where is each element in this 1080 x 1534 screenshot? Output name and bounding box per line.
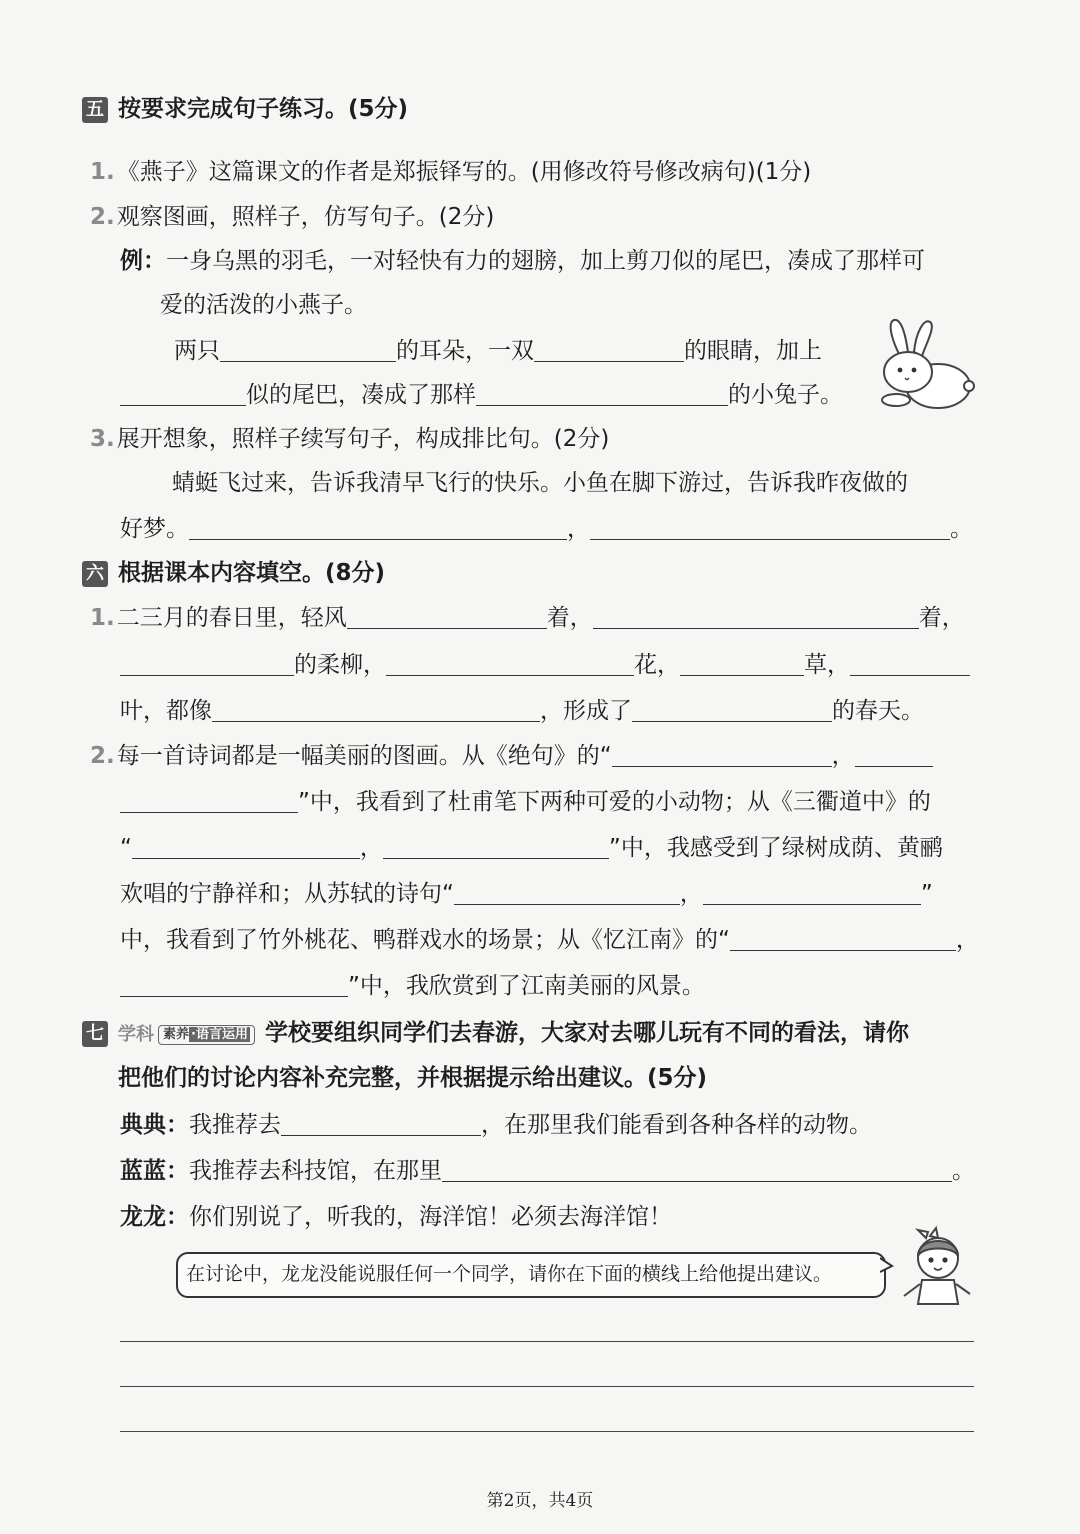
- fill-text: 每一首诗词都是一幅美丽的图画。从《绝句》的“: [116, 743, 612, 769]
- dialog-text: 你们别说了，听我的，海洋馆！必须去海洋馆！: [189, 1204, 672, 1230]
- fill-text: 两只: [174, 338, 220, 364]
- section-badge: 五: [82, 97, 108, 123]
- hint-speech-bubble: [176, 1252, 886, 1298]
- q5-3-line2: [120, 514, 973, 544]
- fill-text: 的小兔子。: [728, 382, 843, 408]
- fill-text: 欢唱的宁静祥和；从苏轼的诗句“: [120, 881, 454, 907]
- dialog-text: ，在那里我们能看到各种各样的动物。: [481, 1112, 872, 1138]
- literacy-tag: [158, 1025, 255, 1045]
- answer-line[interactable]: [120, 1431, 974, 1432]
- punctuation: “: [120, 835, 132, 861]
- section-title: 按要求完成句子练习。(5分): [118, 96, 409, 122]
- speaker-label: 蓝蓝：: [120, 1158, 189, 1184]
- answer-blank[interactable]: [730, 926, 956, 951]
- section-badge: 七: [82, 1021, 108, 1047]
- punctuation: ，: [359, 835, 383, 861]
- speaker-label: 龙龙：: [120, 1204, 189, 1230]
- q5-2-fill-line1: [174, 336, 822, 366]
- answer-blank[interactable]: [593, 604, 919, 629]
- q5-1: [90, 157, 811, 187]
- fill-text: 似的尾巴，凑成了那样: [246, 382, 476, 408]
- answer-blank[interactable]: [590, 515, 950, 540]
- answer-blank[interactable]: [534, 337, 684, 362]
- q6-2-line1: [90, 741, 933, 771]
- answer-blank[interactable]: [347, 604, 547, 629]
- q6-2-line2: [120, 787, 931, 817]
- rabbit-illustration: [872, 316, 976, 416]
- question-text: 观察图画，照样子，仿写句子。(2分): [116, 204, 495, 230]
- answer-blank[interactable]: [632, 697, 832, 722]
- question-number: 2.: [90, 204, 115, 230]
- fill-text: 二三月的春日里，轻风: [116, 605, 347, 631]
- answer-blank[interactable]: [120, 381, 246, 406]
- answer-blank[interactable]: [120, 651, 294, 676]
- section-title: 根据课本内容填空。(8分): [118, 560, 386, 586]
- answer-blank[interactable]: [212, 697, 540, 722]
- dialog-lanlan: [120, 1156, 975, 1186]
- language-use-tag-label: ·语言运用: [191, 1027, 248, 1042]
- answer-blank[interactable]: [120, 972, 348, 997]
- answer-blank[interactable]: [855, 742, 933, 767]
- q6-2-line3: [120, 833, 943, 863]
- q6-1-line1: [90, 603, 965, 633]
- answer-blank[interactable]: [120, 788, 298, 813]
- fill-text: 中，我看到了竹外桃花、鸭群戏水的场景；从《忆江南》的“: [120, 927, 730, 953]
- answer-blank[interactable]: [189, 515, 567, 540]
- answer-blank[interactable]: [386, 651, 634, 676]
- answer-blank[interactable]: [476, 381, 728, 406]
- fill-text: 着，: [918, 605, 965, 631]
- answer-blank[interactable]: [132, 834, 360, 859]
- fill-text: 的耳朵，一双: [396, 338, 534, 364]
- fill-text: 的春天。: [832, 698, 924, 724]
- section-7-heading: [82, 1018, 909, 1050]
- q5-2-example-line2: 爱的活泼的小燕子。: [160, 292, 367, 318]
- punctuation: ，: [679, 881, 703, 907]
- section-7-title-line2: 把他们的讨论内容补充完整，并根据提示给出建议。(5分): [118, 1065, 708, 1091]
- example-label: 例：: [120, 248, 166, 274]
- answer-blank[interactable]: [680, 651, 804, 676]
- page-footer: 第2页，共4页: [486, 1491, 594, 1511]
- punctuation: ，: [831, 743, 855, 769]
- girl-illustration: [898, 1224, 978, 1308]
- q5-2-example-line1: [120, 246, 925, 276]
- fill-text: ”中，我感受到了绿树成荫、黄鹂: [608, 835, 943, 861]
- question-text: 展开想象，照样子续写句子，构成排比句。(2分): [116, 426, 610, 452]
- punctuation: 。: [952, 1158, 975, 1184]
- punctuation: ”: [920, 881, 933, 907]
- answer-blank[interactable]: [281, 1111, 481, 1136]
- fill-text: ，形成了: [540, 698, 632, 724]
- literacy-tag-label: 素养: [163, 1027, 190, 1042]
- q6-1-line2: [120, 650, 970, 680]
- answer-blank[interactable]: [454, 880, 680, 905]
- fill-text: 的柔柳，: [294, 652, 386, 678]
- answer-line[interactable]: [120, 1341, 974, 1342]
- section-5-heading: [82, 94, 408, 124]
- answer-blank[interactable]: [383, 834, 609, 859]
- answer-blank[interactable]: [612, 742, 832, 767]
- fill-text: 花，: [634, 652, 680, 678]
- fill-text: ”中，我欣赏到了江南美丽的风景。: [348, 973, 705, 999]
- fill-text: 的眼睛，加上: [684, 338, 822, 364]
- q6-2-line6: [120, 971, 705, 1001]
- answer-blank[interactable]: [703, 880, 921, 905]
- punctuation: ，: [567, 516, 590, 542]
- q5-3: [90, 424, 609, 454]
- fill-text: 着，: [546, 605, 593, 631]
- hint-text: 在讨论中，龙龙没能说服任何一个同学，请你在下面的横线上给他提出建议。: [186, 1263, 833, 1285]
- question-number: 3.: [90, 426, 115, 452]
- q6-2-line4: [120, 879, 933, 909]
- fill-text: 草，: [804, 652, 850, 678]
- question-text: 《燕子》这篇课文的作者是郑振铎写的。(用修改符号修改病句)(1分): [116, 159, 812, 185]
- q6-2-line5: [120, 925, 979, 955]
- example-text: 一身乌黑的羽毛，一对轻快有力的翅膀，加上剪刀似的尾巴，凑成了那样可: [166, 248, 925, 274]
- fill-text: ”中，我看到了杜甫笔下两种可爱的小动物；从《三衢道中》的: [298, 789, 931, 815]
- dialog-text: 我推荐去科技馆，在那里: [189, 1158, 442, 1184]
- question-number: 1.: [90, 159, 115, 185]
- bubble-tail: [880, 1256, 894, 1276]
- dialog-longlong: [120, 1202, 672, 1232]
- dialog-diandian: [120, 1110, 872, 1140]
- subject-tag: 学科: [118, 1024, 154, 1045]
- section-title: 学校要组织同学们去春游，大家对去哪儿玩有不同的看法，请你: [264, 1020, 909, 1046]
- section-badge: 六: [82, 561, 108, 587]
- answer-blank[interactable]: [850, 651, 970, 676]
- answer-line[interactable]: [120, 1386, 974, 1387]
- question-number: 1.: [90, 605, 115, 631]
- q5-2: [90, 202, 494, 232]
- punctuation: 。: [950, 516, 973, 542]
- answer-blank[interactable]: [442, 1157, 952, 1182]
- fill-text: 叶，都像: [120, 698, 212, 724]
- dialog-text: 我推荐去: [189, 1112, 281, 1138]
- speaker-label: 典典：: [120, 1112, 189, 1138]
- q5-2-fill-line2: [120, 380, 843, 410]
- fill-text: 好梦。: [120, 516, 189, 542]
- q6-1-line3: [120, 696, 924, 726]
- section-6-heading: [82, 558, 385, 588]
- punctuation: ，: [955, 927, 979, 953]
- q5-3-line1: 蜻蜓飞过来，告诉我清早飞行的快乐。小鱼在脚下游过，告诉我昨夜做的: [172, 470, 908, 496]
- question-number: 2.: [90, 743, 115, 769]
- answer-blank[interactable]: [220, 337, 396, 362]
